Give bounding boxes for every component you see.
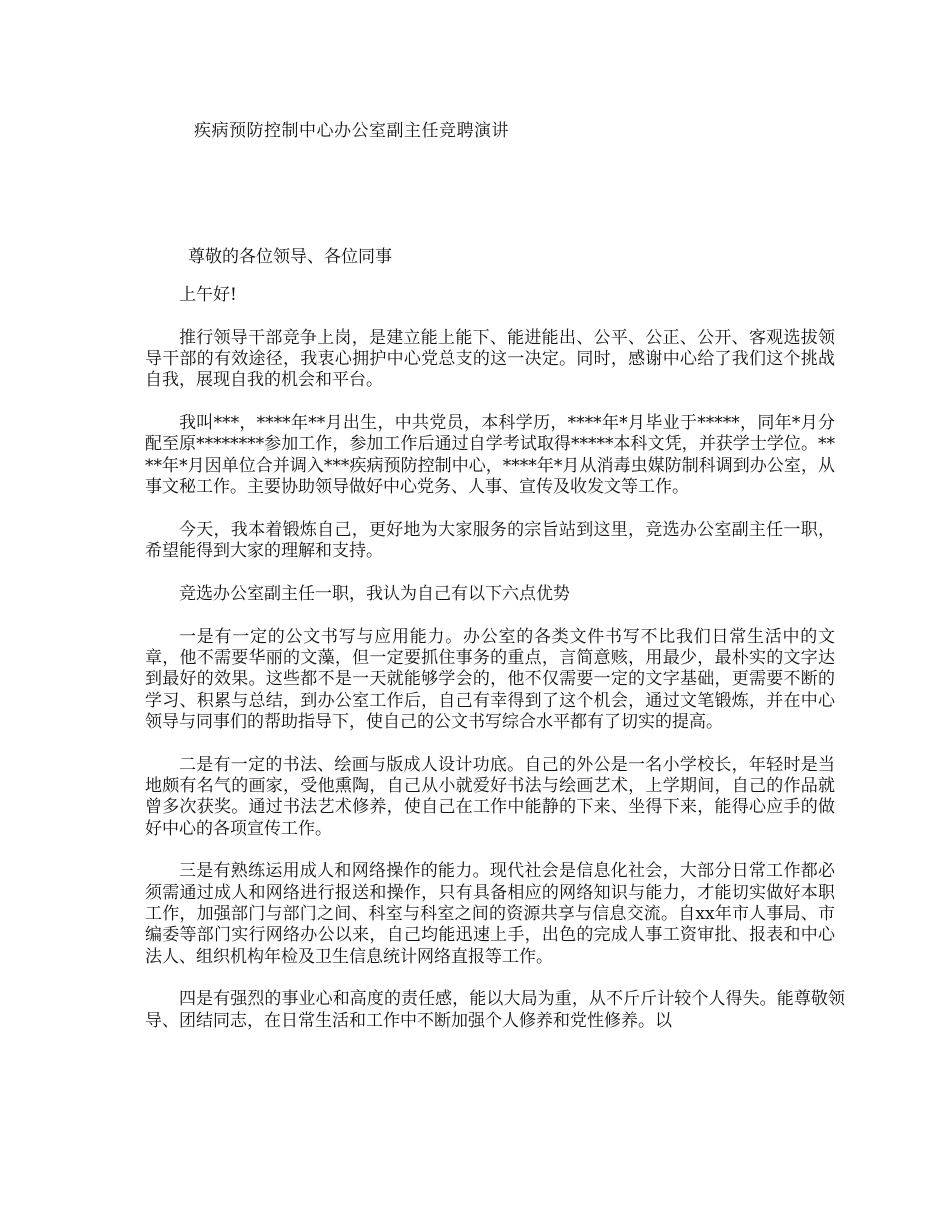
salutation: 尊敬的各位领导、各位同事: [188, 247, 392, 267]
paragraph-advantages-intro: 竞选办公室副主任一职，我认为自己有以下六点优势: [179, 583, 570, 604]
document-title: 疾病预防控制中心办公室副主任竞聘演讲: [194, 121, 509, 141]
paragraph-background: 我叫***，****年**月出生，中共党员，本科学历，****年*月毕业于*****，同年*月分配至原********参加工作，参加工作后通过自学考试取得*****本科文凭，并获学士学位。****年*月因单位合并调入***疾病预防控制中心，****年*月从消毒虫媒防制科调到办公室，从事文秘工作。主要协助领导做好中心党务、人事、宣传及收发文等工作。: [145, 413, 835, 498]
paragraph-advantage-2: 二是有一定的书法、绘画与版成人设计功底。自己的外公是一名小学校长，年轻时是当地颇有名气的画家，受他熏陶，自己从小就爱好书法与绘画艺术，上学期间，自己的作品就曾多次获奖。通过书法艺术修养，使自己在工作中能静的下来、坐得下来，能得心应手的做好中心的各项宣传工作。: [145, 754, 835, 839]
paragraph-advantage-1: 一是有一定的公文书写与应用能力。办公室的各类文件书写不比我们日常生活中的文章，他不需要华丽的文藻，但一定要抓住事务的重点，言简意赅，用最少，最朴实的文字达到最好的效果。这些都不是一天就能够学会的，他不仅需要一定的文字基础，更需要不断的学习、积累与总结，到办公室工作后，自己有幸得到了这个机会，通过文笔锻炼，并在中心领导与同事们的帮助指导下，使自己的公文书写综合水平都有了切实的提高。: [145, 626, 835, 732]
paragraph-purpose: 今天，我本着锻炼自己，更好地为大家服务的宗旨站到这里，竞选办公室副主任一职，希望能得到大家的理解和支持。: [145, 519, 835, 562]
paragraph-advantage-4: 四是有强烈的事业心和高度的责任感，能以大局为重，从不斤斤计较个人得失。能尊敬领导、团结同志，在日常生活和工作中不断加强个人修养和党性修养。以: [145, 989, 845, 1031]
document-body: [145, 285, 845, 1054]
paragraph-greeting: 上午好!: [179, 285, 237, 305]
paragraph-intro: 推行领导干部竞争上岗，是建立能上能下、能进能出、公平、公正、公开、客观选拔领导干部的有效途径，我衷心拥护中心党总支的这一决定。同时，感谢中心给了我们这个挑战自我，展现自我的机会和平台。: [145, 327, 835, 391]
paragraph-advantage-3: 三是有熟练运用成人和网络操作的能力。现代社会是信息化社会，大部分日常工作都必须需通过成人和网络进行报送和操作，只有具备相应的网络知识与能力，才能切实做好本职工作，加强部门与部门之间、科室与科室之间的资源共享与信息交流。自xx年市人事局、市编委等部门实行网络办公以来，自己均能迅速上手，出色的完成人事工资审批、报表和中心法人、组织机构年检及卫生信息统计网络直报等工作。: [145, 861, 835, 967]
